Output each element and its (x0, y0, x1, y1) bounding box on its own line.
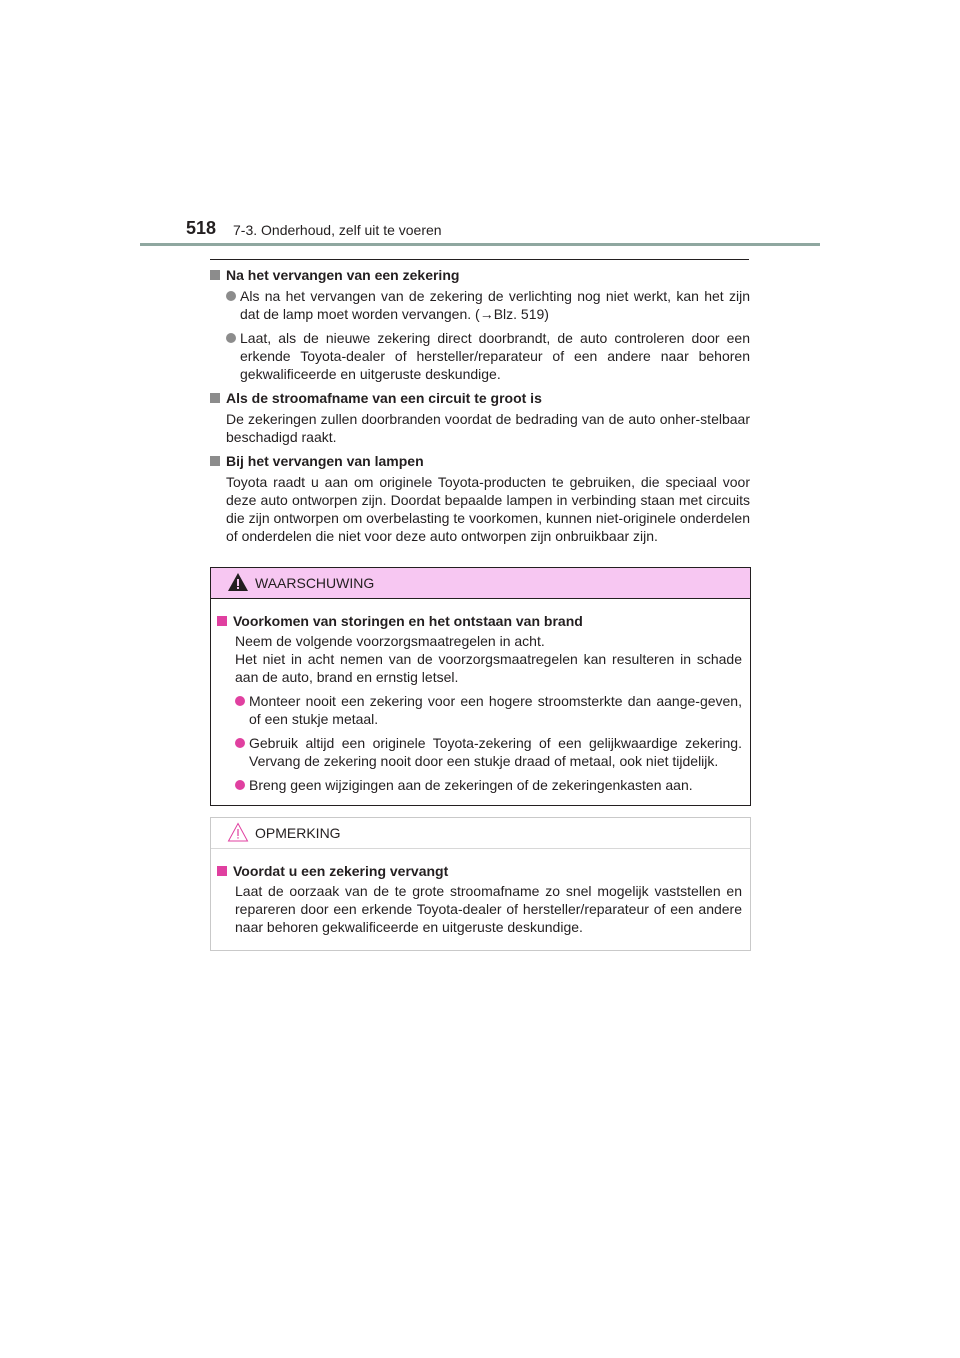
heading-text: Voordat u een zekering vervangt (233, 863, 449, 879)
list-item (226, 329, 750, 383)
section-paragraph: De zekeringen zullen doorbranden voordat de bedrading van de auto onher-stelbaar beschadigd raakt. (226, 411, 750, 445)
section-heading (210, 452, 750, 470)
list-item-text: Gebruik altijd een originele Toyota-zekering of een gelijkwaardige zekering. Vervang de zekering nooit door een stukje draad of metaal, ook niet tijdelijk. (249, 735, 742, 769)
list-item (226, 287, 750, 323)
note-title: OPMERKING (255, 825, 341, 841)
square-bullet-icon (217, 616, 227, 626)
warning-paragraph: Het niet in acht nemen van de voorzorgsmaatregelen kan resulteren in schade aan de auto, brand en ernstig letsel. (235, 651, 742, 685)
list-item-text: Als na het vervangen van de zekering de verlichting nog niet werkt, kan het zijn dat de lamp moet worden vervangen. (→Blz. 519) (240, 288, 750, 322)
warning-box (210, 567, 751, 806)
square-bullet-icon (210, 456, 220, 466)
heading-text: Bij het vervangen van lampen (226, 453, 424, 469)
list-item (235, 776, 742, 794)
list-item-text: Monteer nooit een zekering voor een hogere stroomsterkte dan aange-geven, of een stukje metaal. (249, 693, 742, 727)
round-bullet-icon (226, 291, 236, 301)
note-heading (217, 862, 742, 880)
round-bullet-icon (235, 738, 245, 748)
square-bullet-icon (210, 393, 220, 403)
square-bullet-icon (210, 270, 220, 280)
note-box (210, 817, 751, 951)
list-item (235, 734, 742, 770)
list-item (235, 692, 742, 728)
square-bullet-icon (217, 866, 227, 876)
note-header (211, 818, 750, 849)
list-item-text: Breng geen wijzigingen aan de zekeringen of de zekeringenkasten aan. (249, 777, 693, 793)
header-rule (140, 243, 820, 246)
section-heading (210, 266, 750, 284)
round-bullet-icon (226, 333, 236, 343)
note-paragraph: Laat de oorzaak van de te grote stroomafname zo snel mogelijk vaststellen en repareren door een erkende Toyota-dealer of hersteller/reparateur of een andere naar behoren gekwalificeerde en uitgeruste deskundige. (235, 883, 742, 935)
warning-title: WAARSCHUWING (255, 575, 375, 591)
section-heading (210, 389, 750, 407)
warning-heading (217, 612, 742, 630)
page-number: 518 (186, 218, 217, 238)
caution-triangle-outline-icon (227, 822, 249, 842)
warning-header (211, 568, 750, 599)
warning-paragraph: Neem de volgende voorzorgsmaatregelen in acht. (235, 633, 545, 649)
warning-triangle-filled-icon (227, 572, 249, 592)
content-top-rule (210, 259, 749, 260)
round-bullet-icon (235, 696, 245, 706)
heading-text: Na het vervangen van een zekering (226, 267, 460, 283)
main-content (210, 266, 750, 551)
section-paragraph: Toyota raadt u aan om originele Toyota-producten te gebruiken, die speciaal voor deze auto ontworpen zijn. Doordat bepaalde lampen in verbinding staan met circuits die zijn ontworpen om overbelasting te voorkomen, kunnen niet-originele onderdelen of onderdelen die niet voor deze auto ontworpen zijn onbruikbaar zijn. (226, 474, 750, 544)
round-bullet-icon (235, 780, 245, 790)
heading-text: Als de stroomafname van een circuit te groot is (226, 390, 542, 406)
section-title: 7-3. Onderhoud, zelf uit te voeren (233, 222, 442, 238)
note-body (211, 849, 750, 936)
heading-text: Voorkomen van storingen en het ontstaan van brand (233, 613, 583, 629)
warning-body (211, 599, 750, 794)
list-item-text: Laat, als de nieuwe zekering direct doorbrandt, de auto controleren door een erkende Toyota-dealer of hersteller/reparateur of een andere naar behoren gekwalificeerde en uitgeruste deskundige. (240, 330, 750, 382)
